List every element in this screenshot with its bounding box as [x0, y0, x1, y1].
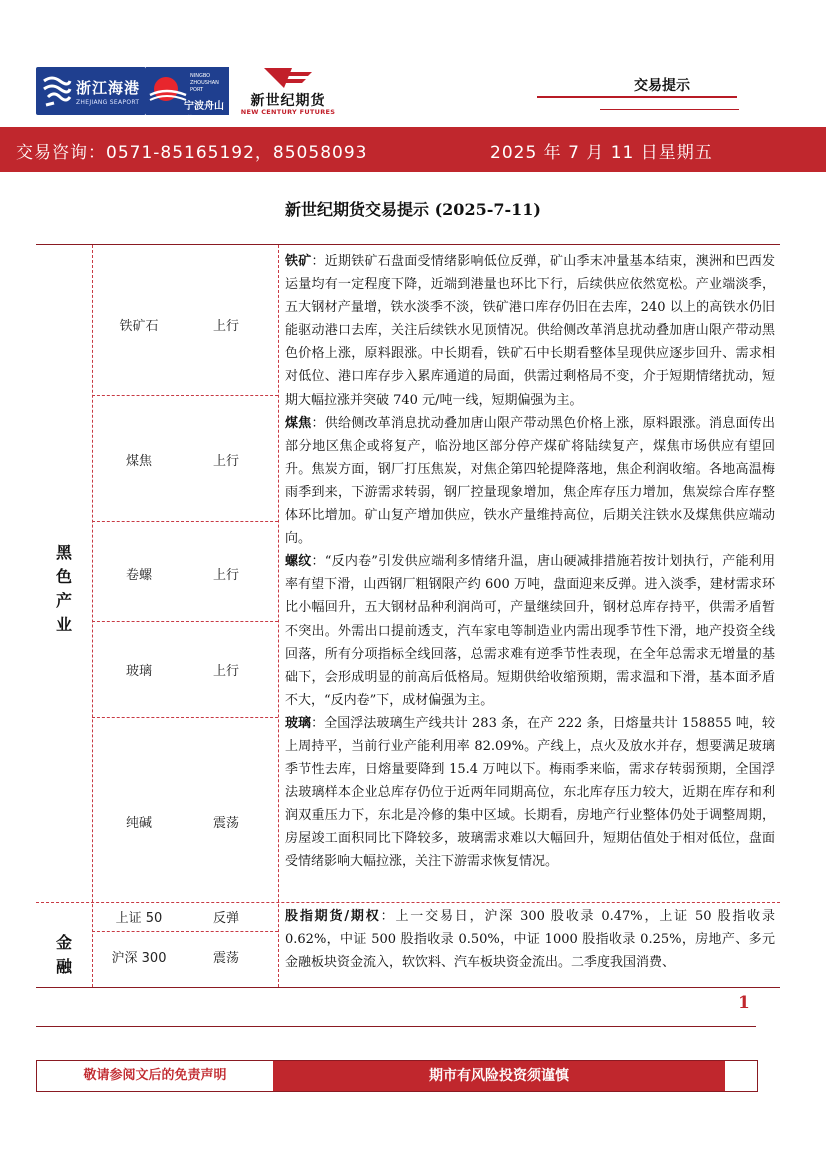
row-direction-soda-ash: 震荡 [212, 816, 239, 831]
coke-text: ：供给侧改革消息扰动叠加唐山限产带动黑色价格上涨，原料跟涨。消息面传出部分地区焦企或将复产，临汾地区部分停产煤矿将陆续复产，煤焦市场供应有望回升。焦炭方面，钢厂打压焦炭，对焦企第四轮提降落地，焦企利润收缩。各地高温梅雨季到来，下游需求转弱，钢厂控量现象增加，焦企库存压力增加，焦炭综合库存整体环比增加。矿山复产增加供应，铁水产量维持高位，后期关注铁水及煤焦供应端动向。 [285, 415, 775, 547]
equity-text: ：上一交易日，沪深 300 股收录 0.47%，上证 50 股指收录 0.62%，中证 500 股指收录 0.50%，中证 1000 股指收录 0.25%，房地产、多元金融板块资金流入，软饮料、汽车板块资金流出。二季度我国消费、 [285, 909, 775, 971]
row-name-rebar: 卷螺 [125, 568, 152, 583]
row-name-sse50: 上证 50 [115, 911, 163, 926]
glass-text: ：全国浮法玻璃生产线共计 283 条，在产 222 条，日熔量共计 158855 吨，较上周持平，当前行业产能利用率 82.09%。产线上，点火及放水并存，想要满足玻璃季节性去库，日熔量要降到 15.4 万吨以下。梅雨季来临，需求存转弱预期，全国浮法玻璃样本企业总库存仍位于近两年同期高位，东北库存压力较大，近期在库存和利润双重压力下，东北是冷修的集中区域。长期看，房地产行业整体仍处于调整周期，房屋竣工面积同比下降较多，玻璃需求难以大幅回升，短期估值处于相对低位，盘面受情绪影响大幅拉涨，关注下游需求恢复情况。 [285, 715, 775, 870]
disclaimer-link[interactable]: 敬请参阅文后的免责声明 [83, 1068, 227, 1083]
finance-sector-commentary [285, 905, 775, 985]
sector-finance-label: 金融 [56, 933, 73, 976]
row-divider [92, 931, 278, 932]
ncf-logo-en: NEW CENTURY FUTURES [240, 108, 336, 116]
row-direction-glass: 上行 [212, 664, 239, 679]
iron-ore-text: ：近期铁矿石盘面受情绪影响低位反弹，矿山季末冲量基本结束，澳洲和巴西发运量均有一定程度下降，近端到港量也环比下行，后续供应依然宽松。产业端淡季，五大钢材产量增，铁水淡季不淡，铁矿港口库存仍旧在去库，240 以上的高铁水仍旧能驱动港口去库，关注后续铁水见顶情况。供给侧改革消息扰动叠加唐山限产带动黑色价格上涨，原料跟涨。中长期看，铁矿石中长期看整体呈现供应逐步回升、需求相对低位、港口库存步入累库通道的局面，供需过剩格局不变，介于短期情绪扰动，短期大幅拉涨并突破 740 元/吨一线，短期偏强为主。 [285, 254, 775, 408]
row-divider [92, 395, 278, 396]
new-century-futures-logo [238, 66, 338, 118]
header-rule-thin [600, 109, 739, 110]
ncf-logo-text: 新世纪期货 [250, 93, 326, 109]
wave-icon [42, 75, 72, 107]
row-divider [92, 717, 278, 718]
risk-warning: 期市有风险投资须谨慎 [273, 1061, 725, 1091]
rebar-paragraph [285, 554, 775, 708]
coke-label: 煤焦 [285, 415, 312, 431]
zhejiang-seaport-logo [36, 67, 146, 115]
footer-bar [36, 1060, 758, 1092]
row-name-csi300: 沪深 300 [111, 951, 167, 966]
contact-banner [0, 127, 826, 172]
iron-ore-paragraph [285, 254, 775, 408]
black-sector-commentary [285, 250, 775, 895]
row-divider [92, 621, 278, 622]
rebar-label: 螺纹 [285, 554, 312, 570]
contact-phone: 交易咨询：0571-85165192，85058093 [16, 143, 368, 163]
sun-icon [150, 75, 186, 105]
row-name-glass: 玻璃 [125, 664, 152, 679]
row-name-soda-ash: 纯碱 [125, 816, 152, 831]
ningbo-port-logo [146, 67, 229, 127]
col-divider [278, 245, 279, 987]
row-direction-sse50: 反弹 [212, 911, 239, 926]
zhejiang-logo-en: ZHEJIANG SEAPORT [76, 99, 140, 106]
document-title: 新世纪期货交易提示 (2025-7-11) [285, 200, 541, 219]
equity-label: 股指期货/期权 [285, 909, 381, 924]
coke-paragraph [285, 416, 775, 546]
report-date: 2025 年 7 月 11 日星期五 [490, 143, 713, 163]
header-rule [537, 96, 737, 98]
report-type-label: 交易提示 [634, 78, 690, 94]
ncf-mark-icon [262, 66, 314, 90]
row-name-iron-ore: 铁矿石 [119, 319, 159, 334]
row-divider [92, 521, 278, 522]
col-divider [92, 245, 93, 987]
sector-black-label: 黑色产业 [56, 543, 73, 634]
row-direction-iron-ore: 上行 [212, 319, 239, 334]
row-direction-coke: 上行 [212, 454, 239, 469]
footer-rule [36, 1026, 756, 1027]
zhejiang-logo-text: 浙江海港 [76, 79, 141, 97]
sector-divider [36, 902, 780, 903]
page-number: 1 [738, 993, 750, 1013]
row-name-coke: 煤焦 [125, 454, 152, 469]
footer-cap [725, 1061, 757, 1091]
glass-paragraph [285, 716, 775, 870]
row-direction-rebar: 上行 [212, 568, 239, 583]
glass-label: 玻璃 [285, 715, 312, 731]
trading-tips-table [36, 244, 780, 988]
ningbo-logo-en: NINGBO ZHOUSHAN PORT [190, 73, 219, 93]
row-direction-csi300: 震荡 [212, 951, 239, 966]
rebar-text: ：“反内卷”引发供应端利多情绪升温，唐山硬减排措施若按计划执行，产能利用率有望下滑，山西钢厂粗钢限产约 600 万吨，盘面迎来反弹。进入淡季，建材需求环比小幅回升，五大钢材品种利润尚可，产量继续回升，钢材总库存持平，供需矛盾暂不突出。外需出口提前透支，汽车家电等制造业内需出现季节性下滑，地产投资全线回落，所有分项指标全线回落，总需求难有逆季节性表现，在全年总需求无增量的基础下，会形成明显的前高后低格局。短期供给收缩预期，需求温和下滑，基本面矛盾不大，“反内卷”下，成材偏强为主。 [285, 554, 775, 708]
ningbo-logo-text: 宁波舟山港 [184, 101, 224, 127]
iron-ore-label: 铁矿 [285, 254, 312, 269]
